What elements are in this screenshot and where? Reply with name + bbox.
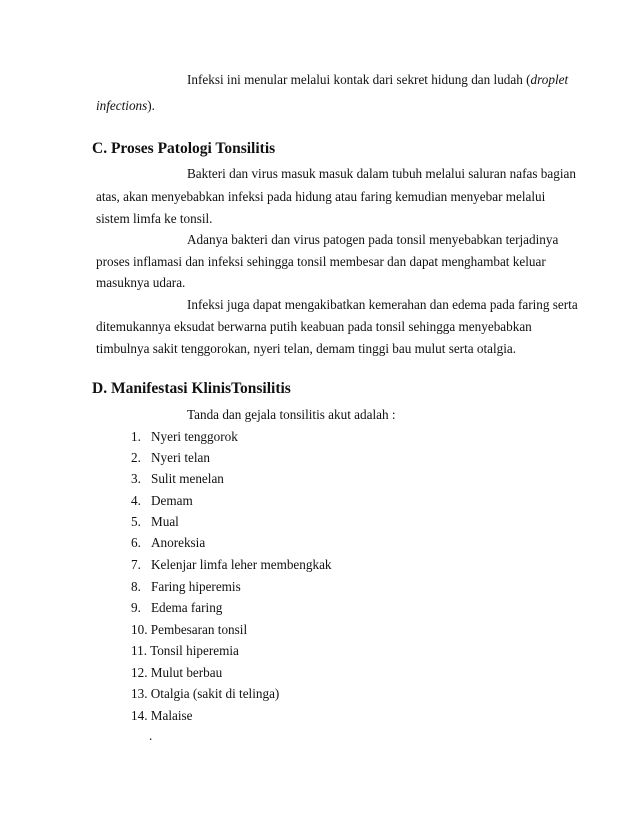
list-number: 6. [131, 535, 141, 550]
list-item [131, 686, 279, 702]
paragraph-line [96, 98, 155, 114]
list-item [131, 535, 205, 551]
list-text: Sulit menelan [151, 471, 224, 486]
list-item [131, 557, 332, 573]
text: Infeksi ini menular melalui kontak dari sekret hidung dan ludah ( [187, 72, 531, 87]
section-heading-c: C. Proses Patologi Tonsilitis [92, 140, 276, 157]
list-text: Nyeri telan [151, 450, 210, 465]
paragraph-line: Infeksi juga dapat mengakibatkan kemerahan dan edema pada faring serta [187, 297, 578, 312]
list-text: Anoreksia [151, 535, 206, 550]
italic-text: droplet [530, 72, 569, 87]
list-item [131, 622, 247, 638]
list-number: 13. [131, 686, 148, 701]
text: ). [147, 98, 155, 113]
list-item [131, 514, 179, 530]
list-item [131, 665, 222, 681]
list-number: 7. [131, 557, 141, 572]
section-heading-d: D. Manifestasi KlinisTonsilitis [92, 380, 291, 397]
list-number: 12. [131, 665, 148, 680]
list-item [131, 708, 193, 724]
list-text: Kelenjar limfa leher membengkak [151, 557, 332, 572]
list-number: 1. [131, 429, 141, 444]
paragraph-line: atas, akan menyebabkan infeksi pada hidung atau faring kemudian menyebar melalui [96, 189, 546, 204]
list-text: Faring hiperemis [151, 579, 241, 594]
paragraph-line: ditemukannya eksudat berwarna putih keabuan pada tonsil sehingga menyebabkan [96, 319, 532, 334]
list-item [131, 471, 224, 487]
list-item [131, 579, 241, 595]
list-number: 3. [131, 471, 141, 486]
list-text: Demam [151, 493, 193, 508]
list-number: 9. [131, 600, 141, 615]
list-item [131, 450, 210, 466]
list-number: 11. [131, 643, 147, 658]
paragraph-line: proses inflamasi dan infeksi sehingga tonsil membesar dan dapat menghambat keluar [96, 254, 546, 269]
paragraph-line: Tanda dan gejala tonsilitis akut adalah : [187, 407, 396, 422]
list-number: 14. [131, 708, 148, 723]
list-number: 5. [131, 514, 141, 529]
paragraph-line: masuknya udara. [96, 275, 186, 290]
list-text: Edema faring [151, 600, 223, 615]
list-item [131, 600, 222, 616]
list-text: Mulut berbau [150, 665, 223, 680]
paragraph-line: timbulnya sakit tenggorokan, nyeri telan, demam tinggi bau mulut serta otalgia. [96, 341, 517, 356]
list-item [131, 429, 238, 445]
list-number: 2. [131, 450, 141, 465]
list-item [131, 493, 193, 509]
list-text: Tonsil hiperemia [150, 643, 239, 658]
list-text: Otalgia (sakit di telinga) [150, 686, 280, 701]
list-number: 4. [131, 493, 141, 508]
paragraph-line [187, 72, 568, 88]
paragraph-line: Adanya bakteri dan virus patogen pada tonsil menyebabkan terjadinya [187, 232, 559, 247]
list-number: 8. [131, 579, 141, 594]
list-text: Pembesaran tonsil [150, 622, 248, 637]
trailing-dot: . [149, 728, 153, 743]
list-text: Nyeri tenggorok [151, 429, 238, 444]
list-item [131, 643, 239, 659]
paragraph-line: sistem limfa ke tonsil. [96, 211, 213, 226]
list-text: Mual [151, 514, 179, 529]
paragraph-line: Bakteri dan virus masuk masuk dalam tubuh melalui saluran nafas bagian [187, 166, 576, 181]
list-text: Malaise [150, 708, 193, 723]
list-number: 10. [131, 622, 148, 637]
italic-text: infections [96, 98, 148, 113]
